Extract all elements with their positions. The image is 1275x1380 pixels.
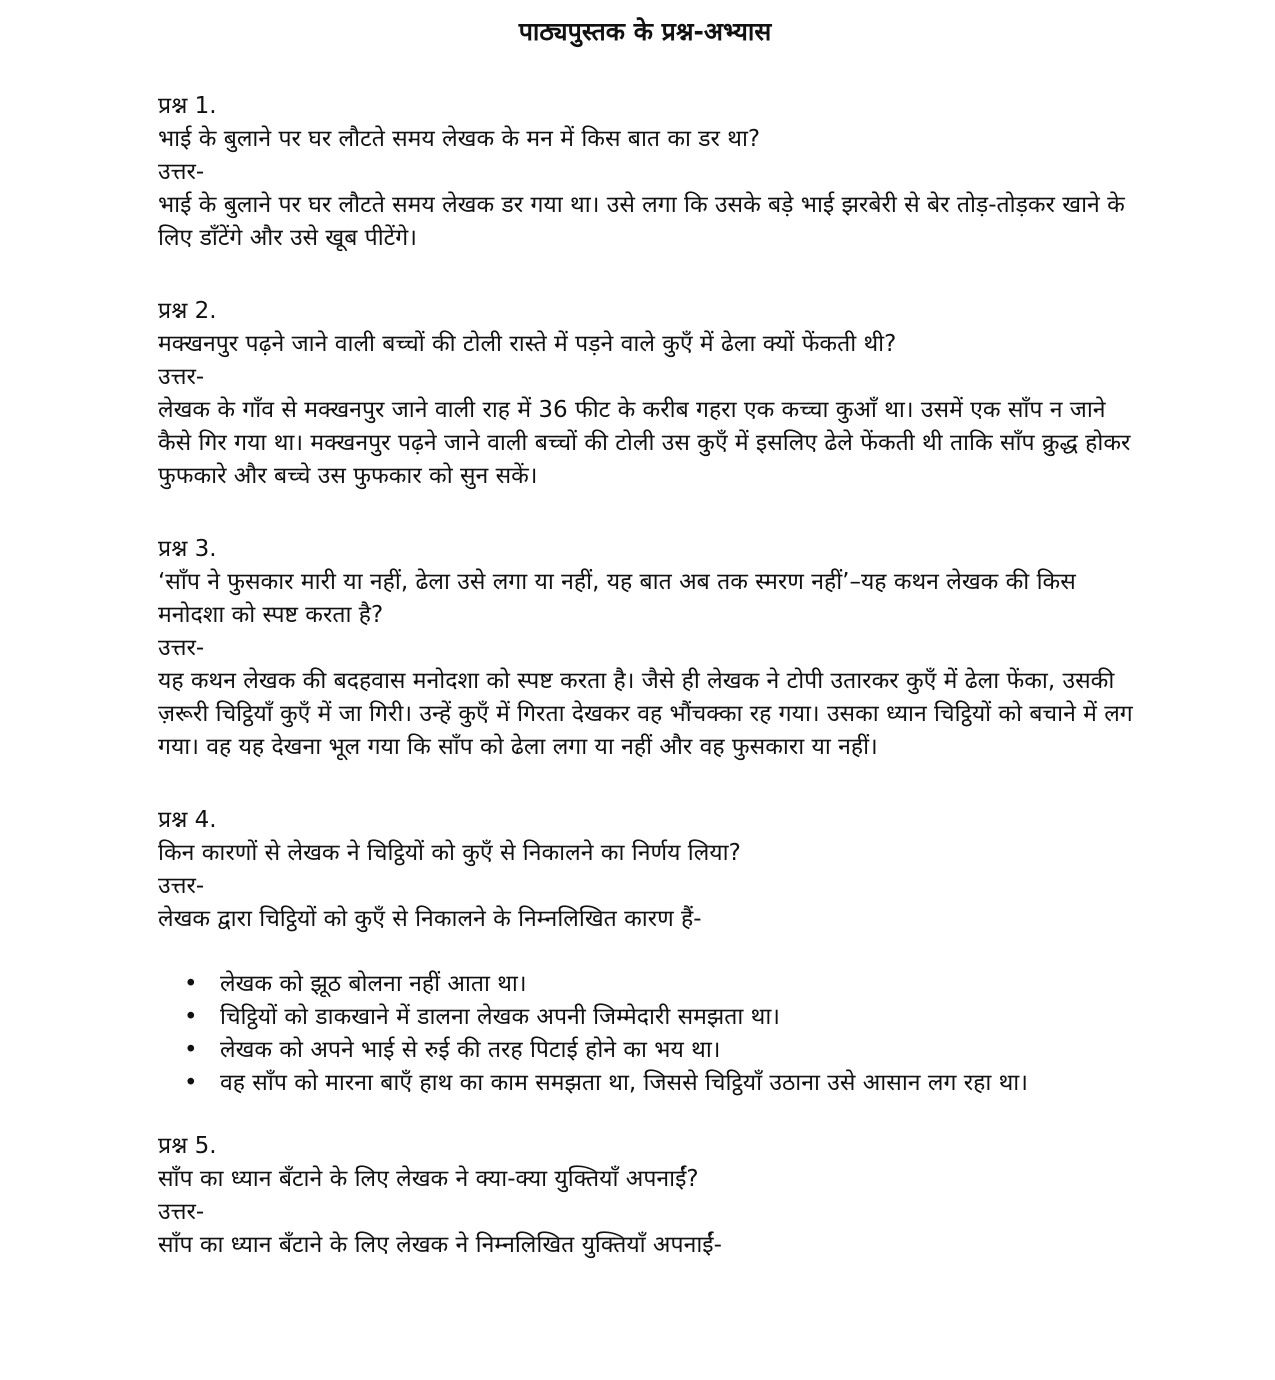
question-number: प्रश्न 2.	[158, 298, 217, 324]
answer-label: उत्तर-	[158, 635, 205, 661]
answer-text: यह कथन लेखक की बदहवास मनोदशा को स्पष्ट करता है। जैसे ही लेखक ने टोपी उतारकर कुएँ में ढेला फेंका, उसकी ज़रूरी चिट्ठियाँ कुएँ में जा गिरी। उन्हें कुएँ में गिरता देखकर वह भौंचक्का रह गया। उसका ध्यान चिट्ठियों को बचाने में लग गया। वह यह देखना भूल गया कि साँप को ढेला लगा या नहीं और वह फुसकारा या नहीं।	[158, 668, 1133, 760]
question-number: प्रश्न 4.	[158, 807, 217, 833]
list-item	[184, 1034, 1133, 1067]
bullet-icon: •	[184, 971, 198, 997]
question-block-4	[158, 804, 1133, 1100]
list-item	[184, 968, 1133, 1001]
question-text: मक्खनपुर पढ़ने जाने वाली बच्चों की टोली रास्ते में पड़ने वाले कुएँ में ढेला क्यों फेंकती थी?	[158, 331, 897, 357]
question-text: साँप का ध्यान बँटाने के लिए लेखक ने क्या-क्या युक्तियाँ अपनाईं?	[158, 1166, 699, 1192]
question-number: प्रश्न 3.	[158, 536, 217, 562]
document-content	[158, 90, 1133, 1302]
list-item	[184, 1001, 1133, 1034]
list-item-text: लेखक को झूठ बोलना नहीं आता था।	[220, 971, 527, 997]
reasons-list	[158, 968, 1133, 1100]
question-block-1	[158, 90, 1133, 255]
question-block-5	[158, 1130, 1133, 1262]
list-item-text: चिट्ठियों को डाकखाने में डालना लेखक अपनी जिम्मेदारी समझता था।	[220, 1004, 781, 1030]
answer-text: भाई के बुलाने पर घर लौटते समय लेखक डर गया था। उसे लगा कि उसके बड़े भाई झरबेरी से बेर तोड़-तोड़कर खाने के लिए डाँटेंगे और उसे खूब पीटेंगे।	[158, 192, 1125, 251]
bullet-icon: •	[184, 1004, 198, 1030]
list-item-text: लेखक को अपने भाई से रुई की तरह पिटाई होने का भय था।	[220, 1037, 721, 1063]
answer-text: साँप का ध्यान बँटाने के लिए लेखक ने निम्नलिखित युक्तियाँ अपनाईं-	[158, 1232, 722, 1258]
bullet-icon: •	[184, 1037, 198, 1063]
question-block-2	[158, 295, 1133, 493]
bullet-icon: •	[184, 1070, 198, 1096]
page-title: पाठ्यपुस्तक के प्रश्न-अभ्यास	[518, 17, 772, 46]
question-number: प्रश्न 5.	[158, 1133, 217, 1159]
question-block-3	[158, 533, 1133, 764]
answer-label: उत्तर-	[158, 159, 205, 185]
question-text: ‘साँप ने फुसकार मारी या नहीं, ढेला उसे लगा या नहीं, यह बात अब तक स्मरण नहीं’–यह कथन लेखक की किस मनोदशा को स्पष्ट करता है?	[158, 569, 1076, 628]
answer-label: उत्तर-	[158, 873, 205, 899]
answer-text: लेखक के गाँव से मक्खनपुर जाने वाली राह में 36 फीट के करीब गहरा एक कच्चा कुआँ था। उसमें एक साँप न जाने कैसे गिर गया था। मक्खनपुर पढ़ने जाने वाली बच्चों की टोली उस कुएँ में इसलिए ढेले फेंकती थी ताकि साँप क्रुद्ध होकर फुफकारे और बच्चे उस फुफकार को सुन सकें।	[158, 397, 1131, 489]
answer-label: उत्तर-	[158, 1199, 205, 1225]
question-text: भाई के बुलाने पर घर लौटते समय लेखक के मन में किस बात का डर था?	[158, 126, 761, 152]
list-item-text: वह साँप को मारना बाएँ हाथ का काम समझता था, जिससे चिट्ठियाँ उठाना उसे आसान लग रहा था।	[220, 1070, 1028, 1096]
question-text: किन कारणों से लेखक ने चिट्ठियों को कुएँ से निकालने का निर्णय लिया?	[158, 840, 741, 866]
answer-label: उत्तर-	[158, 364, 205, 390]
question-number: प्रश्न 1.	[158, 93, 217, 119]
list-item	[184, 1067, 1133, 1100]
answer-text: लेखक द्वारा चिट्ठियों को कुएँ से निकालने के निम्नलिखित कारण हैं-	[158, 906, 702, 932]
